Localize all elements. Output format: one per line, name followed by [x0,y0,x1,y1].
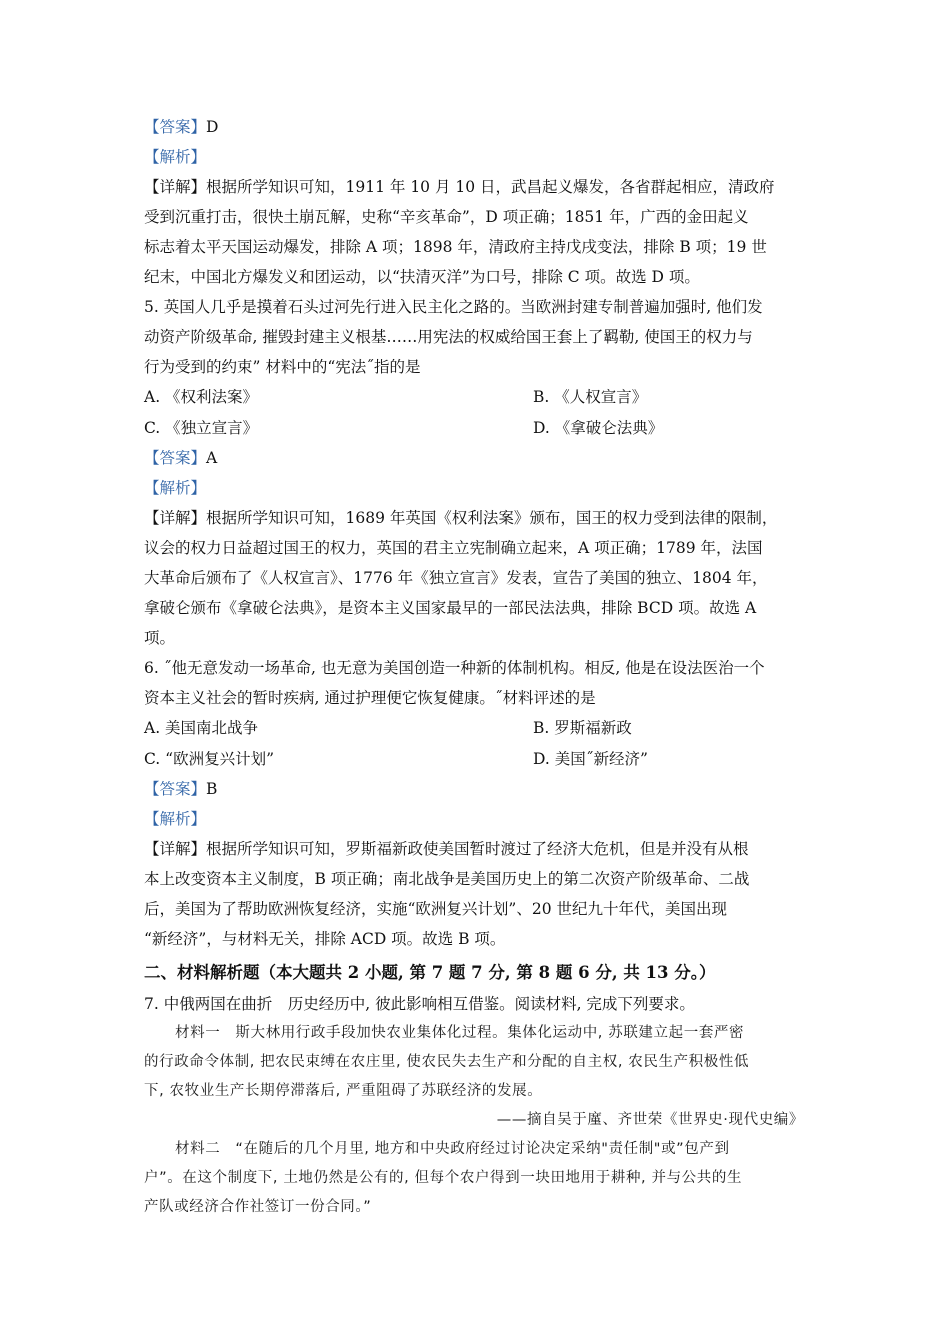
q5-analysis-label: 【解析】 [144,479,207,497]
q7-material1-source: ——摘自吴于廑、齐世荣《世界史·现代史编》 [496,1112,804,1128]
q5-answer-line [144,443,810,473]
q7-material1-line: 下, 农牧业生产长期停滞落后, 严重阻碍了苏联经济的发展。 [144,1083,543,1099]
detail-label: 【详解】 [144,509,207,527]
q4-detail-line: 受到沉重打击，很快土崩瓦解，史称“辛亥革命”，D 项正确；1851 年，广西的金田起义 [144,208,749,226]
q6-option-a: A. 美国南北战争 [144,719,259,737]
q7-material1-line: 的行政命令体制, 把农民束缚在农庄里, 使农民失去生产和分配的自主权, 农民生产积极性低 [144,1054,750,1070]
q6-option-d: D. 美国˝新经济” [533,749,648,768]
q4-detail-line [144,172,810,202]
q5-detail-line: 拿破仑颁布《拿破仑法典》，是资本主义国家最早的一部民法法典，排除 BCD 项。故选 A [144,599,757,617]
q5-detail-line [144,503,810,533]
q5-option-a: A. 《权利法案》 [144,388,259,406]
q6-detail-line [144,834,810,864]
q5-stem-line: 动资产阶级革命, 摧毁封建主义根基……用宪法的权威给国王套上了羁勒, 使国王的权力与 [144,328,753,346]
q6-detail-line: 本上改变资本主义制度，B 项正确；南北战争是美国历史上的第二次资产阶级革命、二战 [144,870,750,888]
q6-answer-line [144,774,810,804]
detail-label: 【详解】 [144,840,207,858]
q7-material2-line: 产队或经济合作社签订一份合同。” [144,1199,372,1215]
answer-value: A [206,449,218,467]
q5-option-c: C. 《独立宣言》 [144,418,259,437]
q5-option-b: B. 《人权宣言》 [533,388,648,406]
answer-value: D [206,118,219,136]
q5-detail-line: 议会的权力日益超过国王的权力，英国的君主立宪制确立起来，A 项正确；1789 年，法国 [144,539,763,557]
q6-stem-line: 6. ˝他无意发动一场革命, 也无意为美国创造一种新的体制机构。相反, 他是在设法医治一个 [144,659,765,677]
q5-options-row [144,382,810,413]
q6-options-row [144,744,810,775]
answer-label: 【答案】 [144,118,207,136]
q5-detail-line: 大革命后颁布了《人权宣言》、1776 年《独立宣言》发表，宣告了美国的独立、1804 年， [144,569,768,587]
q5-stem-line: 行为受到的约束” 材料中的“宪法˝指的是 [144,358,421,376]
q7-material2-line: 户”。在这个制度下, 土地仍然是公有的, 但每个农户得到一块田地用于耕种, 并与公共的生 [144,1170,743,1186]
q6-stem-line: 资本主义社会的暂时疾病, 通过护理便它恢复健康。˝材料评述的是 [144,689,596,707]
q6-detail-line: “新经济”，与材料无关，排除 ACD 项。故选 B 项。 [144,930,506,948]
q6-options-row [144,713,810,744]
q7-material1-line: 材料一 斯大林用行政手段加快农业集体化过程。集体化运动中, 苏联建立起一套严密 [175,1025,745,1041]
q6-analysis-label: 【解析】 [144,810,207,828]
detail-label: 【详解】 [144,178,207,196]
q4-analysis-label: 【解析】 [144,148,207,166]
q4-detail-line: 纪末，中国北方爆发义和团运动，以“扶清灭洋”为口号，排除 C 项。故选 D 项。 [144,268,700,286]
section-heading: 二、材料解析题（本大题共 2 小题, 第 7 题 7 分, 第 8 题 6 分, 共 13 分。） [144,963,716,982]
q6-option-c: C. “欧洲复兴计划” [144,749,275,768]
answer-label: 【答案】 [144,780,207,798]
answer-value: B [206,780,218,798]
q5-option-d: D. 《拿破仑法典》 [533,418,664,437]
q5-detail-line: 项。 [144,629,176,647]
answer-label: 【答案】 [144,449,207,467]
q4-detail-line: 标志着太平天国运动爆发，排除 A 项；1898 年，清政府主持戊戌变法，排除 B 项；19 世 [144,238,767,256]
detail-text: 根据所学知识可知，罗斯福新政使美国暂时渡过了经济大危机，但是并没有从根 [206,840,749,858]
detail-text: 根据所学知识可知，1911 年 10 月 10 日，武昌起义爆发，各省群起相应，清政府 [206,178,775,196]
q6-detail-line: 后，美国为了帮助欧洲恢复经济，实施“欧洲复兴计划”、20 世纪九十年代，美国出现 [144,900,728,918]
q6-option-b: B. 罗斯福新政 [533,719,632,737]
q7-material2-line: 材料二 “在随后的几个月里, 地方和中央政府经过讨论决定采纳"责任制"或”包产到 [175,1141,730,1157]
page-content [144,112,810,1222]
q7-stem: 7. 中俄两国在曲折 历史经历中, 彼此影响相互借鉴。阅读材料, 完成下列要求。 [144,995,695,1013]
q4-answer-line [144,112,810,142]
q5-options-row [144,413,810,444]
q5-stem-line: 5. 英国人几乎是摸着石头过河先行进入民主化之路的。当欧洲封建专制普遍加强时, 他们发 [144,298,763,316]
detail-text: 根据所学知识可知，1689 年英国《权利法案》颁布，国王的权力受到法律的限制， [206,509,778,527]
